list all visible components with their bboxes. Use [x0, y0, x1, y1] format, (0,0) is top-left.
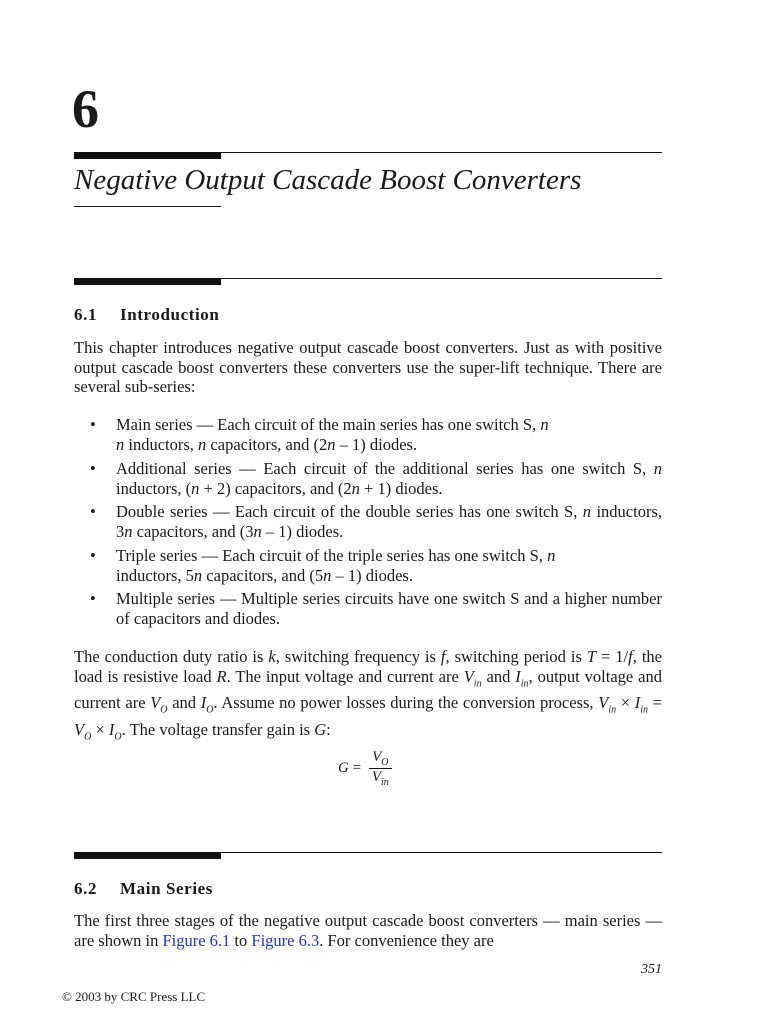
chapter-number: 6: [72, 79, 99, 139]
intro-paragraph: This chapter introduces negative output cascade boost converters. Just as with positive output cascade boost converters these converters use the super-lift technique. There are several sub-series:: [74, 338, 662, 396]
section-rule-thick: [74, 278, 221, 285]
section-title: Introduction: [120, 305, 220, 324]
chapter-rule-thick: [74, 152, 221, 159]
figure-6-3-link[interactable]: Figure 6.3: [251, 930, 320, 950]
section-number: 6.1: [74, 305, 98, 324]
gain-formula: G = $\frac{V_O}{V_{in}}$: [338, 749, 392, 788]
section-rule-thin: [221, 278, 662, 279]
conditions-paragraph: The conduction duty ratio is k, switching frequency is f, switching period is T = 1/f, the load is resistive load R. The input voltage and current are $V_{in}$ and $I_{in}$, output voltage and current are $V_O$ and $I_O$. Assume no power losses during the conversion process, $V_{in} \times I_{in} = V_O \times I_O$. The voltage transfer gain is G:: [74, 647, 662, 743]
sub-series-list: [90, 415, 662, 633]
list-item: • Double series — Each circuit of the double series has one switch S, n inductors, 3n capacitors, and (3n – 1) diodes.: [90, 502, 662, 542]
figure-6-1-link[interactable]: Figure 6.1: [162, 930, 231, 950]
page-number: 351: [641, 962, 662, 977]
chapter-rule-thin: [221, 152, 662, 153]
section-heading-introduction: [74, 305, 219, 325]
list-item: • Additional series — Each circuit of the additional series has one switch S, n inductors, (n + 2) capacitors, and (2n + 1) diodes.: [90, 459, 662, 499]
list-item: • Multiple series — Multiple series circuits have one switch S and a higher number of capacitors and diodes.: [90, 589, 662, 629]
chapter-title: Negative Output Cascade Boost Converters: [74, 164, 582, 196]
list-item: • Triple series — Each circuit of the triple series has one switch S, n inductors, 5n capacitors, and (5n – 1) diodes.: [90, 546, 662, 586]
section-number: 6.2: [74, 879, 98, 898]
chapter-title-underline: [74, 206, 221, 207]
section2-rule-thin: [221, 852, 662, 853]
main-series-paragraph: The first three stages of the negative output cascade boost converters — main series — are shown in Figure 6.1 to Figure 6.3. For convenience they are: [74, 911, 662, 950]
section-title: Main Series: [120, 879, 214, 898]
list-item: • Main series — Each circuit of the main series has one switch S, n n inductors, n capacitors, and (2n – 1) diodes.: [90, 415, 662, 455]
gain-fraction: $\frac{V_O}{V_{in}}$: [369, 749, 392, 788]
section-heading-main-series: [74, 879, 213, 899]
section2-rule-thick: [74, 852, 221, 859]
copyright-notice: © 2003 by CRC Press LLC: [62, 989, 206, 1004]
